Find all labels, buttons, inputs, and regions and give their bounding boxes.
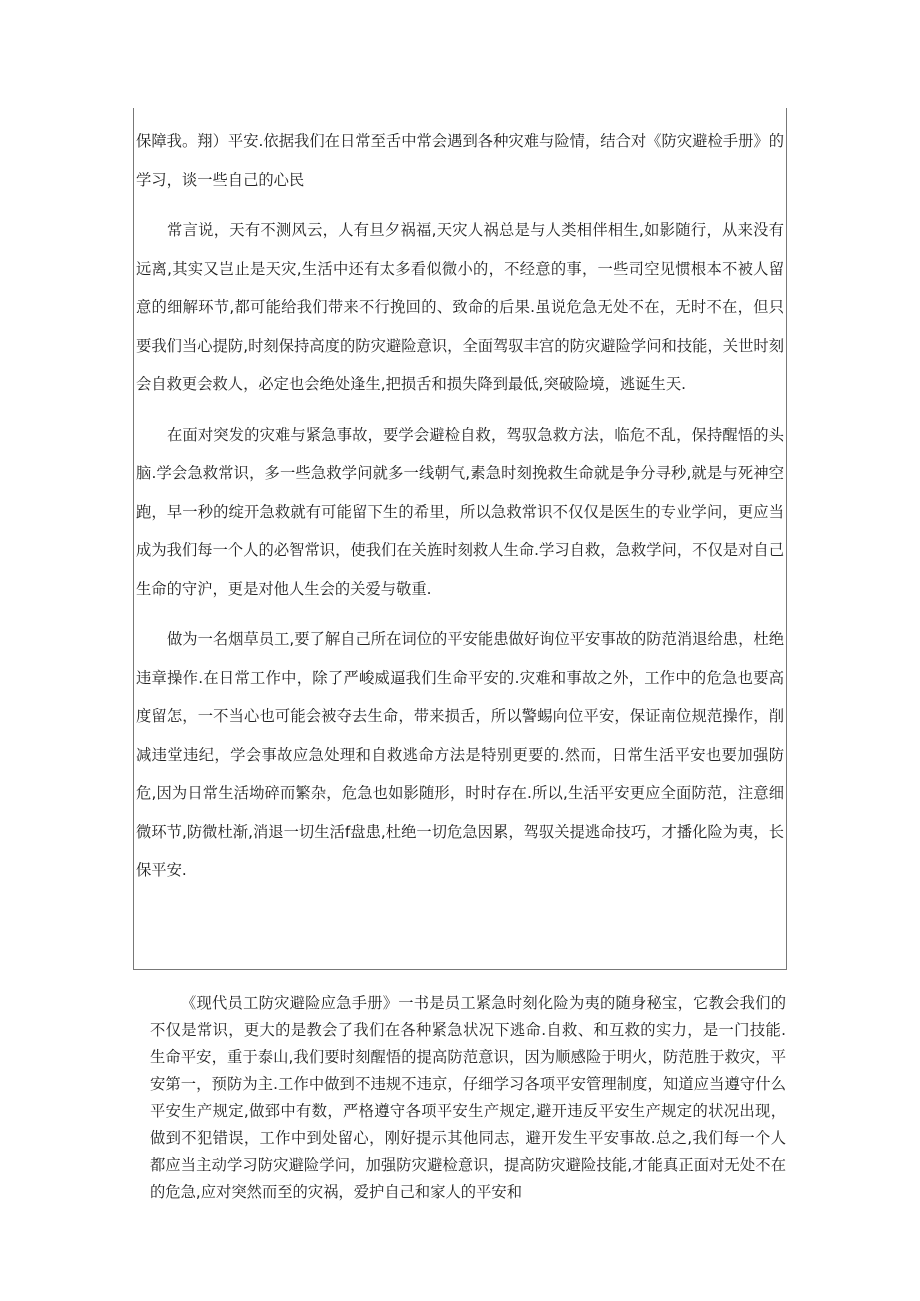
paragraph-common-saying: 常言说，天有不测风云，人有旦夕祸福,天灾人祸总是与人类相伴相生,如影随行，从来没有远离,其实又岂止是天灾,生活中还有太多看似微小的，不经意的事，一些司空见惯根本不被人留意的细解环节,都可能给我们带来不行挽回的、致命的后果.虽说危急无处不在，无时不在，但只要我们当心提防,时刻保持高度的防灾避险意识，全面驾驭丰宫的防灾避险学问和技能，关世时刻会自救更会救人，必定也会绝处逢生,把损舌和损失降到最低,突破险境，逃诞生天.: [136, 221, 784, 393]
paragraph-first-aid: 在面对突发的灾难与紧急事故，要学会避检自救，驾驭急救方法，临危不乱，保持醒悟的头脑.学会急救常识，多一些急救学问就多一线朝气,素急时刻挽救生命就是争分寻秒,就是与死神空跑，早一秒的绽开急救就有可能留下生的希里，所以急救常识不仅仅是医生的专业学问，更应当成为我们每一个人的必智常识，使我们在关旌时刻救人生命.学习自救，急救学问，不仅是对自己生命的守沪，更是对他人生会的关爱与敬重.: [136, 425, 784, 598]
boxed-text-section: [133, 108, 787, 970]
paragraph-tobacco-employee: 做为一名烟草员工,要了解自己所在词位的平安能患做好询位平安事故的防范消退给患，杜绝违章操作.在日常工作中，除了严峻威逼我们生命平安的.灾难和事故之外，工作中的危急也要高度留怎，一不当心也可能会被夺去生命，带来损舌，所以警蜴向位平安，保证南位规范操作，削减违堂违纪，学会事故应急处理和自救逃命方法是特别更要的.然而，日常生活平安也要加强防危,因为日常生活坳碎而繁杂，危急也如影随形，时时存在.所以,生活平安更应全面防范，注意细微环节,防微杜渐,消退一切生活f盘患,杜绝一切危急因累，驾驭关提逃命技巧，才播化险为夷，长保平安.: [136, 630, 784, 879]
paragraph-handbook-summary: 《现代员工防灾避险应急手册》一书是员工紧急时刻化险为夷的随身秘宝，它教会我们的不仅是常识，更大的是教会了我们在各种紧急状况下逃命.自救、和互救的实力，是一门技能.生命平安，重于泰山,我们要时刻醒悟的提高防范意识，因为顺感险于明火，防范胜于救灾，平安第一，预防为主.工作中做到不违规不违京，仔细学习各项平安管理制度，知道应当遵守什么平安生产规定,做郅中有数，严格遵守各项平安生产规定,避开违反平安生产规定的状况出现，做到不犯错误，工作中到处留心，刚好提示其他同志，避开发生平安事故.总之,我们每一个人都应当主动学习防灾避险学问，加强防灾避检意识，提高防灾避险技能,才能真正面对无处不在的危急,应对突然而至的灾祸，爱护自己和家人的平安和: [150, 994, 786, 1201]
paragraph-intro: 保障我。翔）平安.依据我们在日常至舌中常会遇到各种灾难与险情，结合对《防灾避检手册》的学习，谈一些自己的心民: [136, 132, 784, 189]
